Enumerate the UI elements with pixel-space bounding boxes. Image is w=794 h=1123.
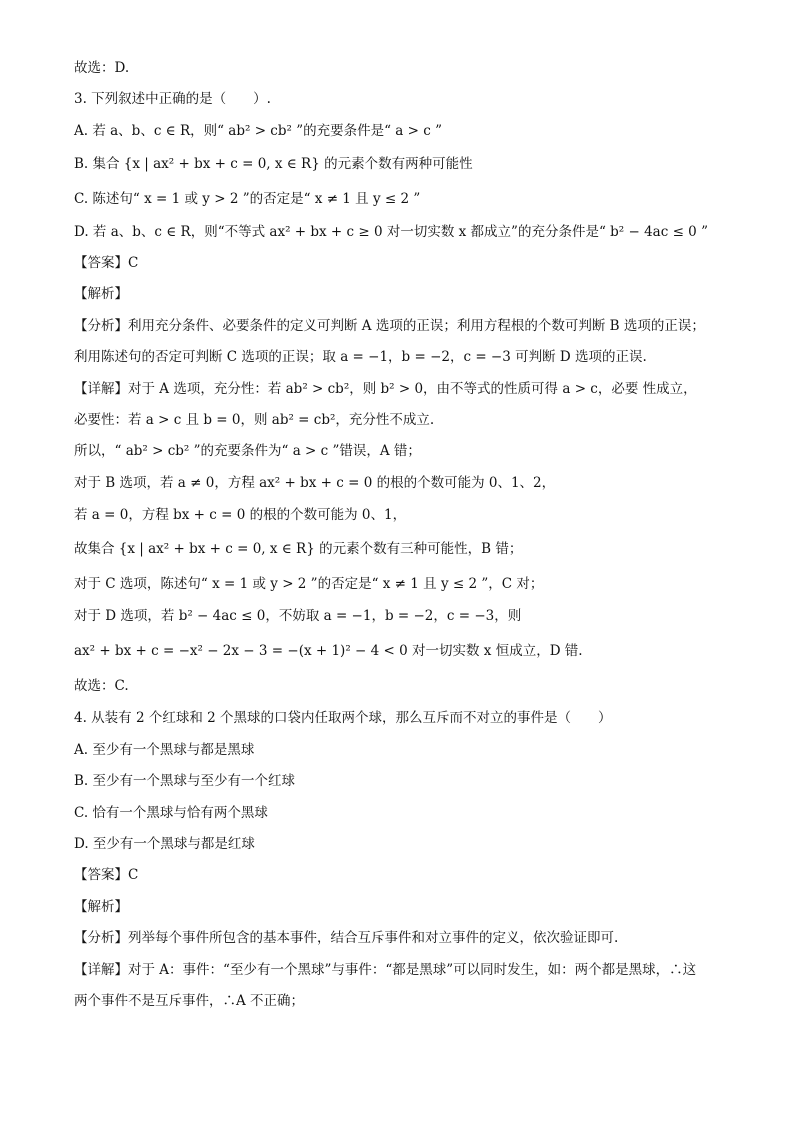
question-4-option-c: C. 恰有一个黑球与恰有两个黑球 [74, 805, 268, 821]
question-3-option-b: B. 集合 {x | ax² + bx + c = 0, x ∈ R} 的元素个数有两种可能性 [74, 156, 473, 172]
conclusion-line: 故选：C. [74, 678, 129, 694]
detail-line-3: 所以，“ ab² > cb² ”的充要条件为“ a > c ”错误，A 错； [74, 443, 421, 459]
answer-label: 【答案】C [74, 255, 139, 271]
question-4-option-b: B. 至少有一个黑球与至少有一个红球 [74, 773, 296, 789]
question-3-option-a: A. 若 a、b、c ∈ R，则“ ab² > cb² ”的充要条件是“ a > c ” [74, 123, 442, 139]
detail-line-7: 对于 C 选项，陈述句“ x = 1 或 y > 2 ”的否定是“ x ≠ 1 且 y ≤ 2 ”，C 对； [74, 576, 544, 592]
detail-line-4: 对于 B 选项，若 a ≠ 0，方程 ax² + bx + c = 0 的根的个数可能为 0、1、2， [74, 475, 556, 491]
detail-line-2: 两个事件不是互斥事件，∴A 不正确； [74, 993, 305, 1009]
detail-line-6: 故集合 {x | ax² + bx + c = 0, x ∈ R} 的元素个数有三种可能性，B 错； [74, 541, 523, 557]
question-3-option-c: C. 陈述句“ x = 1 或 y > 2 ”的否定是“ x ≠ 1 且 y ≤ 2 ” [74, 191, 421, 207]
detail-line-1: 【详解】对于 A 选项，充分性：若 ab² > cb²，则 b² > 0，由不等式的性质可得 a > c，必要 性成立， [74, 381, 697, 397]
answer-label: 【答案】C [74, 867, 139, 883]
question-4-option-a: A. 至少有一个黑球与都是黑球 [74, 742, 255, 758]
text-line: 故选：D. [74, 60, 130, 76]
detail-line-5: 若 a = 0，方程 bx + c = 0 的根的个数可能为 0、1， [74, 507, 407, 523]
analysis-heading: 【解析】 [74, 899, 128, 915]
detail-line-2: 必要性：若 a > c 且 b = 0，则 ab² = cb²，充分性不成立. [74, 412, 435, 428]
detail-line-8: 对于 D 选项，若 b² − 4ac ≤ 0，不妨取 a = −1，b = −2，c = −3，则 [74, 608, 522, 624]
analysis-summary-line: 【分析】列举每个事件所包含的基本事件，结合互斥事件和对立事件的定义，依次验证即可. [74, 930, 619, 946]
analysis-summary-line-2: 利用陈述句的否定可判断 C 选项的正误；取 a = −1，b = −2，c = −3 可判断 D 选项的正误. [74, 349, 647, 365]
question-4-option-d: D. 至少有一个黑球与都是红球 [74, 836, 255, 852]
analysis-summary-line-1: 【分析】利用充分条件、必要条件的定义可判断 A 选项的正误；利用方程根的个数可判断 B 选项的正误； [74, 318, 705, 334]
question-3-option-d: D. 若 a、b、c ∈ R，则“不等式 ax² + bx + c ≥ 0 对一切实数 x 都成立”的充分条件是“ b² − 4ac ≤ 0 ” [74, 224, 708, 240]
detail-line-1: 【详解】对于 A：事件：“至少有一个黑球”与事件：“都是黑球”可以同时发生，如：两个都是黑球，∴这 [74, 962, 697, 978]
detail-line-9: ax² + bx + c = −x² − 2x − 3 = −(x + 1)² − 4 < 0 对一切实数 x 恒成立，D 错. [74, 643, 583, 659]
analysis-heading: 【解析】 [74, 286, 128, 302]
question-3-stem: 3. 下列叙述中正确的是（ ）. [74, 91, 271, 107]
question-4-stem: 4. 从装有 2 个红球和 2 个黑球的口袋内任取两个球，那么互斥而不对立的事件是（ ） [74, 710, 612, 726]
